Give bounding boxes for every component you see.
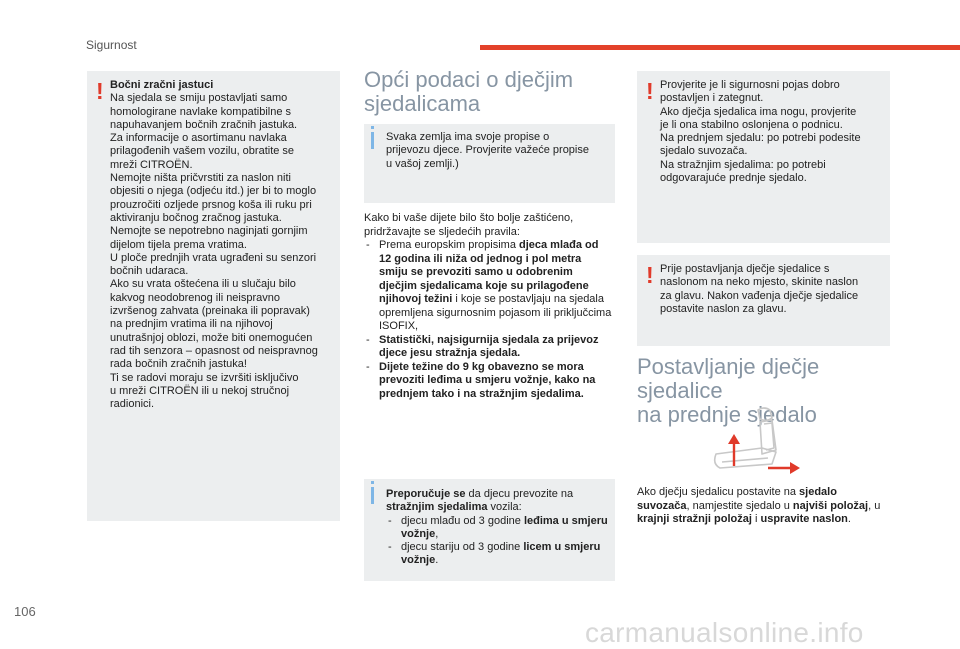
warning-icon: ! [646,78,654,104]
text-line: unutrašnjoj oblozi, može biti onemogućen [110,331,313,344]
section-header: Sigurnost [86,38,137,52]
text-line: bočnih udaraca. [110,265,189,278]
p-bold-3: krajnji stražnji položaj [637,513,752,525]
seat-adjustment-illustration [706,404,802,476]
info-icon [371,487,374,504]
rec-bold-2: stražnjim sjedalima [386,501,488,514]
text-line: za glavu. Nakon vađenja dječje sjedalice [660,289,859,302]
info-icon [371,132,374,149]
text-line: dijelom tijela prema vratima. [110,238,247,251]
text-line: Na prednjem sjedalu: po potrebi podesite [660,132,861,145]
text-line: rada bočnih zračnih jastuka! [110,358,247,371]
text-line: Svaka zemlja ima svoje propise o [386,131,550,143]
rules-intro-1: Kako bi vaše dijete bilo što bolje zaštićeno, [364,212,574,224]
rec-bold-1: Preporučuje se [386,488,466,500]
header-accent-bar [480,45,960,50]
seatbelt-warning-text [660,79,885,185]
title-line-1: Opći podaci o dječjim [364,67,574,92]
page-number: 106 [14,604,36,619]
side-airbag-title: Bočni zračni jastuci [110,79,214,91]
rec-item-2-bold: licem u smjeru vožnje [401,541,601,567]
text-line: je li ona stabilno oslonjena o podnicu. [660,118,843,131]
recommendation-text [386,488,611,568]
rec-text-2: vozila: [487,501,522,514]
text-line: Provjerite je li sigurnosni pojas dobro [660,79,840,91]
text-line: izvršenog zahvata (preinaka ili popravak) [110,305,310,318]
text-line: napuhavanjem bočnih zračnih jastuka. [110,118,298,131]
rec-item-1 [386,515,611,542]
title-line-2: sjedalicama [364,91,481,116]
text-line: objesiti o njega (odjeću itd.) jer bi to moglo [110,185,317,198]
text-line: postavljen i zategnut. [660,92,764,105]
child-protection-rules [364,212,612,401]
side-airbag-warning-text [110,79,335,411]
text-line: U ploče prednjih vrata ugrađeni su senzori [110,251,317,264]
p-text-5: . [847,513,851,525]
warning-icon: ! [646,262,654,288]
title-line-2: na prednje sjedalo [637,402,817,427]
text-line: Ti se radovi moraju se izvršiti isključivo [110,371,299,384]
text-line: postavite naslon za glavu. [660,302,787,315]
rule-item-1 [364,239,612,334]
headrest-warning-text [660,263,885,316]
recommendation-info-box [364,479,615,581]
text-line: Na stražnjim sjedalima: po potrebi [660,158,826,171]
rec-item-2-text: djecu stariju od 3 godine [401,541,524,554]
text-line: aktiviranju bočnog zračnog jastuka. [110,211,282,224]
p-bold-1: sjedalo suvozača [637,486,837,512]
title-line-1: Postavljanje dječje sjedalice [637,354,820,403]
text-line: Na sjedala se smiju postavljati samo [110,92,288,105]
rules-intro-2: pridržavajte se sljedećih pravila: [364,225,520,238]
p-text-3: , u [868,499,881,512]
rec-item-1-end: , [435,527,439,540]
text-line: Ako su vrata oštećena ili u slučaju bilo [110,278,296,291]
headrest-warning-box [637,255,890,346]
rule-3-bold: Dijete težine do 9 kg obavezno se mora prevoziti leđima u smjeru vožnje, kako na prednjem tako i na stražnjim sjedalima. [379,360,596,400]
rule-1-bold: djeca mlađa od 12 godina ili niža od jednog i pol metra smiju se prevoziti samo u odobrenim dječjim sjedalicama koje su prilagođene njihovoj težini [379,239,599,305]
rule-item-2 [364,334,612,361]
text-line: radionici. [110,398,155,411]
seatbelt-check-warning-box [637,71,890,243]
warning-icon: ! [96,78,104,104]
p-text-4: i [751,513,761,525]
text-line: u mreži CITROËN ili u nekoj stručnoj [110,384,290,397]
text-line: homologirane navlake kompatibilne s [110,105,291,118]
rule-item-3 [364,361,612,402]
rec-item-1-text: djecu mlađu od 3 godine [401,514,524,527]
text-line: Ako dječja sjedalica ima nogu, provjerite [660,105,857,118]
text-line: kakvog neodobrenog ili neispravno [110,291,281,304]
text-line: sjedalo suvozača. [660,145,748,158]
rule-1-prefix: Prema europskim propisima [379,239,519,251]
country-regulations-info-box [364,124,615,203]
text-line: Prije postavljanja dječje sjedalice s [660,263,830,275]
side-airbag-lines [110,92,335,411]
text-line: prouzročiti ozljede prsnog koša ili ruku pri [110,198,312,211]
p-bold-4: uspravite naslon [760,513,848,525]
rule-2-bold: Statistički, najsigurnija sjedala za prijevoz djece jesu stražnja sjedala. [379,333,599,359]
text-line: u vašoj zemlji.) [386,157,459,170]
text-line: Nemojte ništa pričvrstiti za naslon niti [110,172,291,185]
p-text-1: Ako dječju sjedalicu postavite na [637,486,800,498]
info-box-text [386,131,611,171]
rec-item-1-bold: leđima u smjeru vožnje [401,514,608,540]
front-seat-install-paragraph [637,486,892,527]
text-line: prijevozu djece. Provjerite važeće propise [386,144,589,157]
watermark: carmanualsonline.info [585,617,864,648]
text-line: na prednjim vratima ili na njihovoj [110,318,273,331]
side-airbag-warning-box [87,71,340,521]
text-line: rad tih senzora – opasnost od neispravnog [110,344,318,357]
rec-item-2 [386,541,611,568]
p-bold-2: najviši položaj [792,499,869,512]
text-line: Za informacije o asortimanu navlaka [110,132,287,145]
p-text-2: , namjestite sjedalo u [686,499,793,512]
rec-item-2-end: . [435,554,439,567]
rule-1-rest: i koje se postavljaju na sjedala opremljena sigurnosnim pojasom ili priključcima ISOFIX, [379,293,612,332]
text-line: mreži CITROËN. [110,158,193,171]
text-line: Nemojte se nepotrebno naginjati gornjim [110,225,308,238]
rec-text-1: da djecu prevozite na [465,488,574,500]
child-seat-general-title [364,68,614,116]
text-line: naslonom na neko mjesto, skinite naslon [660,276,859,289]
text-line: odgovarajuće prednje sjedalo. [660,172,807,185]
text-line: prilagođenih vašem vozilu, obratite se [110,145,295,158]
